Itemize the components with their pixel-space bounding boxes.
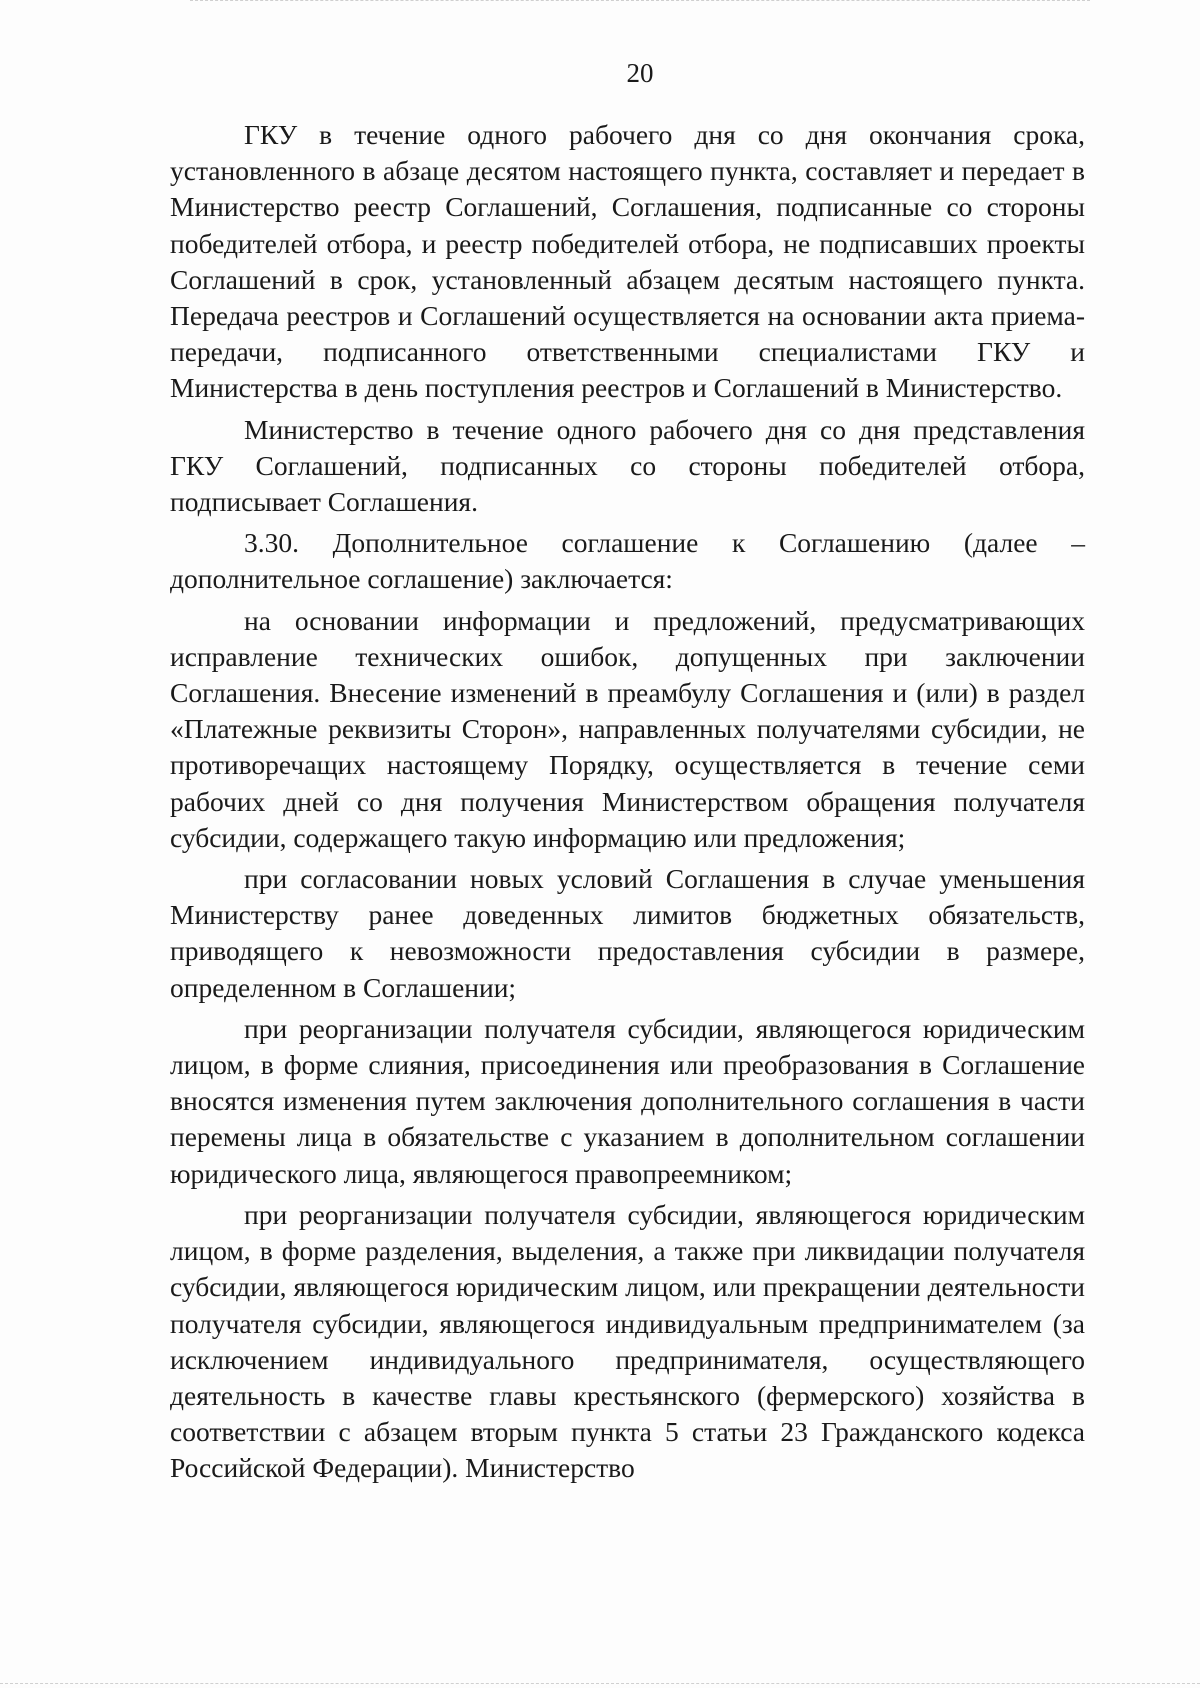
page-number: 20 — [626, 58, 654, 88]
paragraph-reorganization-division: при реорганизации получателя субсидии, являющегося юридическим лицом, в форме разделения, выделения, а также при ликвидации получателя субсидии, являющегося юридическим лицом, или прекращении деятельности получателя субсидии, являющегося индивидуальным предпринимателем (за исключением индивидуального предпринимателя, осуществляющего деятельность в качестве главы крестьянского (фермерского) хозяйства в соответствии с абзацем вторым пункта 5 статьи 23 Гражданского кодекса Российской Федерации). Министерство — [170, 1198, 1085, 1484]
paragraph-new-conditions: при согласовании новых условий Соглашения в случае уменьшения Министерству ранее доведенных лимитов бюджетных обязательств, приводящего к невозможности предоставления субсидии в размере, определенном в Соглашении; — [170, 863, 1085, 1003]
paragraph-ministry-signs: Министерство в течение одного рабочего дня со дня представления ГКУ Соглашений, подписанных со стороны победителей отбора, подписывает Соглашения. — [170, 413, 1085, 518]
document-body — [170, 117, 1085, 1492]
scan-edge-bottom — [0, 1681, 1200, 1684]
paragraph-reorganization-merger: при реорганизации получателя субсидии, являющегося юридическим лицом, в форме слияния, присоединения или преобразования в Соглашение вносятся изменения путем заключения дополнительного соглашения в части перемены лица в обязательстве с указанием в дополнительном соглашении юридического лица, являющегося правопреемником; — [170, 1012, 1085, 1189]
paragraph-clause-3-30: 3.30. Дополнительное соглашение к Соглашению (далее – дополнительное соглашение) заключается: — [170, 527, 1085, 595]
paragraph-gku-registry: ГКУ в течение одного рабочего дня со дня окончания срока, установленного в абзаце десятом настоящего пункта, составляет и передает в Министерство реестр Соглашений, Соглашения, подписанные со стороны победителей отбора, и реестр победителей отбора, не подписавших проекты Соглашений в срок, установленный абзацем десятым настоящего пункта. Передача реестров и Соглашений осуществляется на основании акта приема-передачи, подписанного ответственными специалистами ГКУ и Министерства в день поступления реестров и Соглашений в Министерство. — [170, 119, 1085, 404]
paragraph-technical-errors: на основании информации и предложений, предусматривающих исправление технических ошибок, допущенных при заключении Соглашения. Внесение изменений в преамбулу Соглашения и (или) в раздел «Платежные реквизиты Сторон», направленных получателями субсидии, не противоречащих настоящему Порядку, осуществляется в течение семи рабочих дней со дня получения Министерством обращения получателя субсидии, содержащего такую информацию или предложения; — [170, 604, 1085, 853]
scan-edge-top — [190, 0, 1090, 3]
